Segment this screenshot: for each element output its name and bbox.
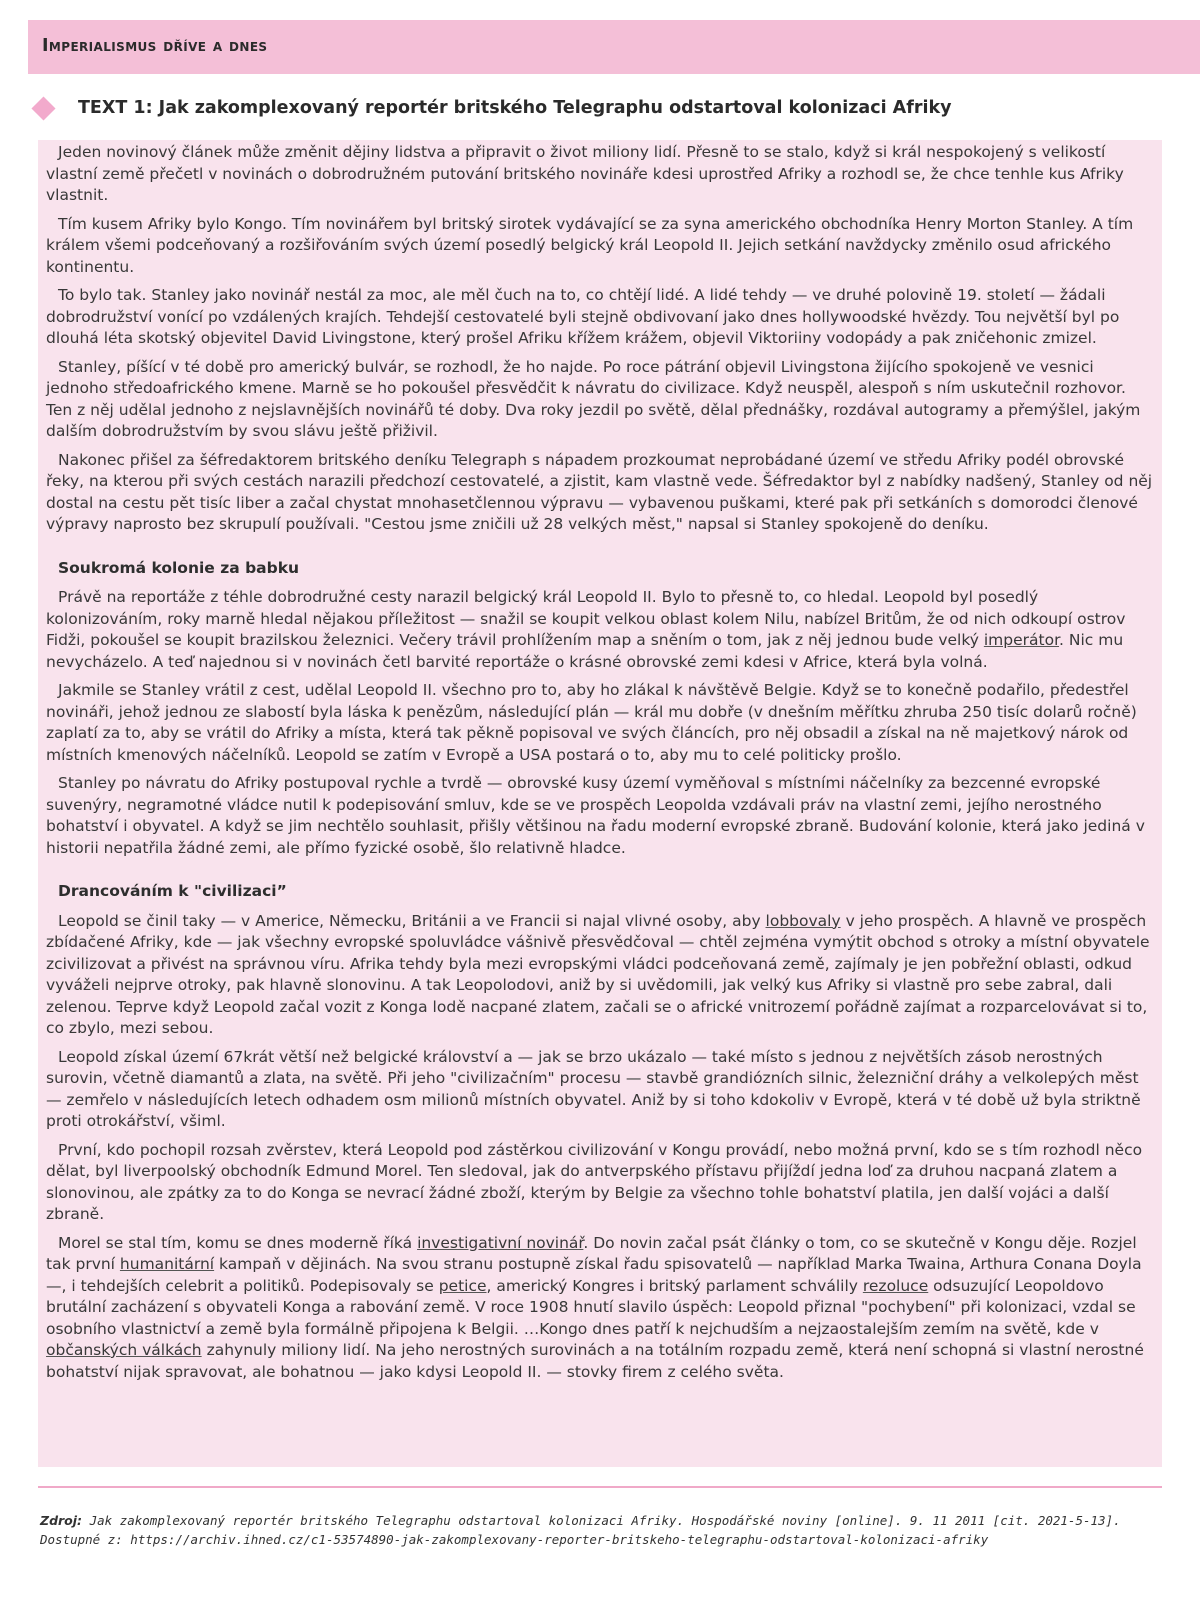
paragraph-text: . Do novin začal psát články o tom, co se skutečně v Kongu děje. Rozjel tak první — [46, 1233, 1137, 1273]
paragraph-text: v jeho prospěch. A hlavně ve prospěch zbídačené Afriky, kde — jak všechny evropské spoluvládce vášnivě přesvědčoval — chtěl zejména vymýtit obchod s otroky a místní obyvatele zcivilizovat a přivést na správnou víru. Afrika tehdy byla mezi evropskými vládci podceňovaná země, zajímaly je jen pobřežní oblasti, odkud vyváželi nejprve otroky, pak hlavně slonovinu. A tak Leopolodovi, aniž by si uvědomili, jak velký kus Afriky si vlastně pro sebe zabral, dali zelenou. Teprve když Leopold začal vozit z Konga lodě nacpané zlatem, začali se o africké vnitrozemí pořádně zajímat a rozparcelovávat si to, co zbylo, mezi sebou. — [46, 911, 1150, 1037]
section-heading: Soukromá kolonie za babku — [58, 558, 300, 577]
paragraph-text: Morel se stal tím, komu se dnes moderně říká — [58, 1233, 418, 1252]
paragraph: Leopold získal území 67krát větší než belgické království a — jak se brzo ukázalo — také místo s jednou z největších zásob nerostných surovin, včetně diamantů a zlata, na světě. Při jeho "civilizačním" procesu — stavbě grandiózních silnic, železniční dráhy a velkolepých měst — zemřelo v následujících letech odhadem osm milionů místních obyvatel. Aniž by si toho kdokoliv v Evropě, která v té době už byla striktně proti otrokářství, všiml. — [46, 1047, 1141, 1130]
glossary-link[interactable]: imperátor — [983, 631, 1060, 649]
paragraph: Stanley, píšící v té době pro americký bulvár, se rozhodl, že ho najde. Po roce pátrání objevil Livingstona žijícího spokojeně ve vesnici jednoho středoafrického kmene. Marně se ho pokoušel přesvědčit k návratu do civilizace. Když neuspěl, alespoň s ním uskutečnil rozhovor. Ten z něj udělal jednoho z nejslavnějších novinářů té doby. Dva roky jezdil po světě, dělal přednášky, rozdával autogramy a přemýšlel, jakým dalším dobrodružstvím by svou slávu ještě přiživil. — [46, 357, 1141, 440]
paragraph-text: Právě na reportáže z téhle dobrodružné cesty narazil belgický král Leopold II. Bylo to přesně to, co hledal. Leopold byl posedlý kolonizováním, roky marně hledal nějakou příležitost — snažil se koupit velkou oblast kolem Nilu, nabízel Britům, že od nich odkoupí ostrov Fidži, pokoušel se koupit brazilskou železnici. Večery trávil prohlížením map a sněním o tom, jak z něj jednou bude velký — [46, 588, 1126, 649]
glossary-link[interactable]: občanských válkách — [46, 1341, 202, 1359]
page-title: Imperialismus dříve a dnes — [42, 36, 268, 56]
paragraph-text: Leopold se činil taky — v Americe, Německu, Británii a ve Francii si najal vlivné osoby, aby — [58, 911, 766, 930]
paragraph-text: , americký Kongres i britský parlament schválily — [486, 1276, 863, 1295]
divider — [38, 1486, 1162, 1488]
section-heading: Drancováním k "civilizaci” — [58, 882, 287, 900]
paragraph: Tím kusem Afriky bylo Kongo. Tím novinářem byl britský sirotek vydávající se za syna amerického obchodníka Henry Morton Stanley. A tím králem všemi podceňovaný a rozšiřováním svých území posedlý belgický král Leopold II. Jejich setkání navždycky změnilo osud afrického kontinentu. — [46, 214, 1134, 276]
glossary-link[interactable]: humanitární — [119, 1255, 215, 1273]
paragraph: Jeden novinový článek může změnit dějiny lidstva a připravit o život miliony lidí. Přesně to se stalo, když si král nespokojený s velikostí vlastní země přečetl v novinách o dobrodružném putování britského novináře kdesi uprostřed Afriky a rozhodl se, že chce tenhle kus Afriky vlastnit. — [46, 143, 1124, 204]
source-citation — [40, 1511, 1160, 1549]
text-heading-label: TEXT 1: Jak zakomplexovaný reportér britského Telegraphu odstartoval kolonizaci Afriky — [78, 98, 952, 118]
paragraph — [46, 1233, 1156, 1384]
diamond-bullet-icon — [31, 96, 55, 120]
paragraph — [46, 911, 1156, 1040]
paragraph: První, kdo pochopil rozsah zvěrstev, která Leopold pod zástěrkou civilizování v Kongu provádí, nebo možná první, kdo se s tím rozhodl něco dělat, byl liverpoolský obchodník Edmund Morel. Ten sledoval, jak do antverpského přístavu přijíždí jedna loď za druhou nacpaná zlatem a slonovinou, ale zpátky za to do Konga se nevrací žádné zboží, kterým by Belgie za všechno tohle bohatství platila, jen další vojáci a další zbraně. — [46, 1140, 1143, 1223]
source-line-2: Dostupné z: https://archiv.ihned.cz/c1-53574890-jak-zakomplexovany-reporter-britskeho-telegraphu-odstartoval-kolonizaci-afriky — [40, 1532, 989, 1547]
paragraph: Stanley po návratu do Afriky postupoval rychle a tvrdě — obrovské kusy území vyměňoval s místními náčelníky za bezcenné evropské suvenýry, negramotné vládce nutil k podepisování smluv, kde se ve prospěch Leopolda vzdávali práv na vlastní zemi, jejího nerostného bohatství i obyvatel. A když se jim nechtělo souhlasit, přišly většinou na řadu moderní evropské zbraně. Budování kolonie, která jako jediná v historii nepatřila žádné zemi, ale přímo fyzické osobě, šlo relativně hladce. — [46, 774, 1145, 857]
glossary-link[interactable]: investigativní novinář — [417, 1233, 584, 1252]
paragraph: To bylo tak. Stanley jako novinář nestál za moc, ale měl čuch na to, co chtějí lidé. A lidé tehdy — ve druhé polovině 19. století — žádali dobrodružství vonící po vzdálených krajích. Tehdejší cestovatelé byli stejně obdivovaní jako dnes hollywoodské hvězdy. Tou největší byl po dlouhá léta skotský objevitel David Livingstone, který prošel Afriku křížem krážem, objevil Viktoriiny vodopády a pak zničehonic zmizel. — [46, 286, 1120, 347]
glossary-link[interactable]: lobbovaly — [765, 911, 841, 930]
article-body — [46, 142, 1156, 1390]
paragraph-text: odsuzující Leopoldovo brutální zacházení s obyvateli Konga a rabování země. V roce 1908 hnutí slavilo úspěch: Leopold přiznal "pochybení" při kolonizaci, vzdal se osobního vlastnictví a země byla formálně připojena k Belgii. …Kongo dnes patří k nejchudším a nejzaostalejším zemím na světě, kde v — [46, 1276, 1136, 1338]
glossary-link[interactable]: rezoluce — [862, 1276, 929, 1295]
paragraph: Jakmile se Stanley vrátil z cest, udělal Leopold II. všechno pro to, aby ho zlákal k návštěvě Belgie. Když se to konečně podařilo, předestřel novináři, jehož jednou ze slabostí byla láska k penězům, následující plán — král mu dobře (v dnešním měřítku zhruba 250 tisíc dolarů ročně) zaplatí za to, aby se vrátil do Afriky a místa, která tak pěkně popisoval ve svých článcích, pro něj obsadil a získal na ně majetkový nárok od místních kmenových náčelníků. Leopold se zatím v Evropě a USA postará o to, aby mu to celé politicky prošlo. — [46, 681, 1137, 764]
source-text: Jak zakomplexovaný reportér britského Telegraphu odstartoval kolonizaci Afriky. Hospodářské noviny [online]. 9. 11 2011 [cit. 2021-5-13]. — [82, 1513, 1121, 1528]
paragraph-text: zahynuly miliony lidí. Na jeho nerostných surovinách a na totálním rozpadu země, která není schopná si vlastní nerostné bohatství nijak spravovat, ale bohatnou — jako kdysi Leopold II. — stovky firem z celého světa. — [46, 1341, 1144, 1381]
paragraph-text: kampaň v dějinách. Na svou stranu postupně získal řadu spisovatelů — například Marka Twaina, Arthura Conana Doyla —, i tehdejších celebrit a politiků. Podepisovaly se — [46, 1255, 1142, 1295]
glossary-link[interactable]: petice — [438, 1276, 487, 1295]
source-label: Zdroj: — [40, 1513, 83, 1528]
source-line-1 — [40, 1511, 1160, 1530]
paragraph-text: . Nic mu nevycházelo. A teď najednou si v novinách četl barvité reportáže o krásné obrovské zemi kdesi v Africe, která byla volná. — [46, 631, 1124, 671]
paragraph — [46, 587, 1156, 673]
paragraph: Nakonec přišel za šéfredaktorem britského deníku Telegraph s nápadem prozkoumat neprobádané území ve středu Afriky podél obrovské řeky, na kterou při svých cestách narazili předchozí cestovatelé, a zjistit, kam vlastně vede. Šéfredaktor byl z nabídky nadšený, Stanley od něj dostal na cestu pět tisíc liber a začal chystat mnohasetčlennou výpravu — vybavenou puškami, které pak při setkáních s domorodci členové výpravy naprosto bez skrupulí používali. "Cestou jsme zničili už 28 velkých měst," napsal si Stanley spokojeně do deníku. — [46, 450, 1153, 533]
